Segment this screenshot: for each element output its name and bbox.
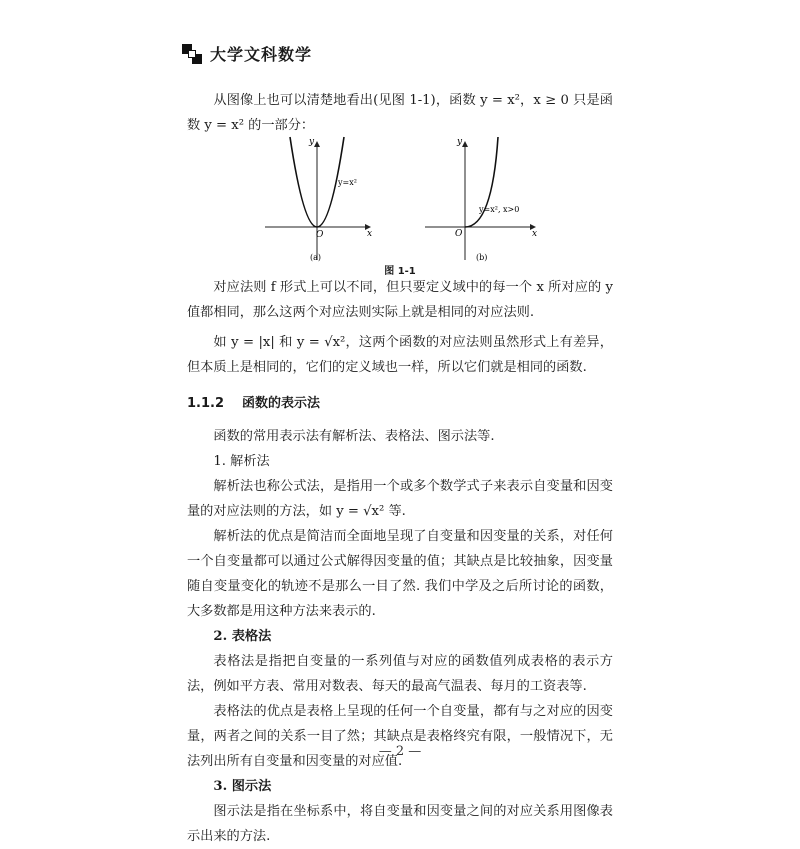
figure-a-origin: O <box>316 230 324 240</box>
figure-a-x-label: x <box>367 229 373 239</box>
intro-block <box>187 88 613 138</box>
paragraph-methods: 函数的常用表示法有解析法、表格法、图示法等. <box>213 429 495 444</box>
figure-b-curve-label: y=x², x>0 <box>479 205 520 214</box>
heading-graph: 3. 图示法 <box>213 779 272 794</box>
paragraph-rule: 对应法则 f 形式上可以不同，但只要定义域中的每一个 x 所对应的 y 值都相同，那么这两个对应法则实际上就是相同的对应法则. <box>187 280 613 320</box>
page-number: — 2 — <box>378 744 422 759</box>
section-number: 1.1.2 <box>187 396 225 411</box>
intro-paragraph: 从图像上也可以清楚地看出(见图 1-1)，函数 y = x²，x ≥ 0 只是函数 y = x² 的一部分： <box>187 93 613 133</box>
running-header <box>182 42 312 65</box>
heading-table: 2. 表格法 <box>213 629 272 644</box>
paragraph-graph-def: 图示法是指在坐标系中，将自变量和因变量之间的对应关系用图像表示出来的方法. <box>187 804 613 844</box>
paragraph-table-def: 表格法是指把自变量的一系列值与对应的函数值列成表格的表示方法，例如平方表、常用对数表、每天的最高气温表、每月的工资表等. <box>187 654 613 694</box>
figure-a-sublabel: (a) <box>310 253 322 262</box>
figure-b <box>425 137 537 262</box>
figure-b-sublabel: (b) <box>476 253 488 262</box>
section-title: 函数的表示法 <box>242 396 321 411</box>
book-logo-icon <box>182 44 202 64</box>
paragraph-table-pros: 表格法的优点是表格上呈现的任何一个自变量，都有与之对应的因变量，两者之间的关系一目了然；其缺点是表格终究有限，一般情况下，无法列出所有自变量和因变量的对应值. <box>187 704 613 769</box>
paragraph-example: 如 y = |x| 和 y = √x²，这两个函数的对应法则虽然形式上有差异，但本质上是相同的，它们的定义域也一样，所以它们就是相同的函数. <box>187 335 613 375</box>
figure-a-curve-label: y=x² <box>338 178 357 187</box>
figure-caption: 图 1-1 <box>384 266 416 277</box>
heading-analytic: 1. 解析法 <box>213 454 270 469</box>
main-text <box>187 275 613 849</box>
figure-a-y-label: y <box>309 137 315 147</box>
paragraph-analytic-def: 解析法也称公式法，是指用一个或多个数学式子来表示自变量和因变量的对应法则的方法，如 y = √x² 等. <box>187 479 613 519</box>
figure-b-y-label: y <box>457 137 463 147</box>
paragraph-analytic-pros: 解析法的优点是简洁而全面地呈现了自变量和因变量的关系，对任何一个自变量都可以通过公式解得因变量的值；其缺点是比较抽象，因变量随自变量变化的轨迹不是那么一目了然. 我们中学及之后所讨论的函数，大多数都是用这种方法来表示的. <box>187 529 613 619</box>
section-heading <box>187 391 613 416</box>
figure-b-x-label: x <box>532 229 538 239</box>
figure-a <box>265 137 372 262</box>
figure-b-origin: O <box>455 229 463 239</box>
book-title: 大学文科数学 <box>210 45 313 64</box>
figure-1-1 <box>250 132 560 272</box>
